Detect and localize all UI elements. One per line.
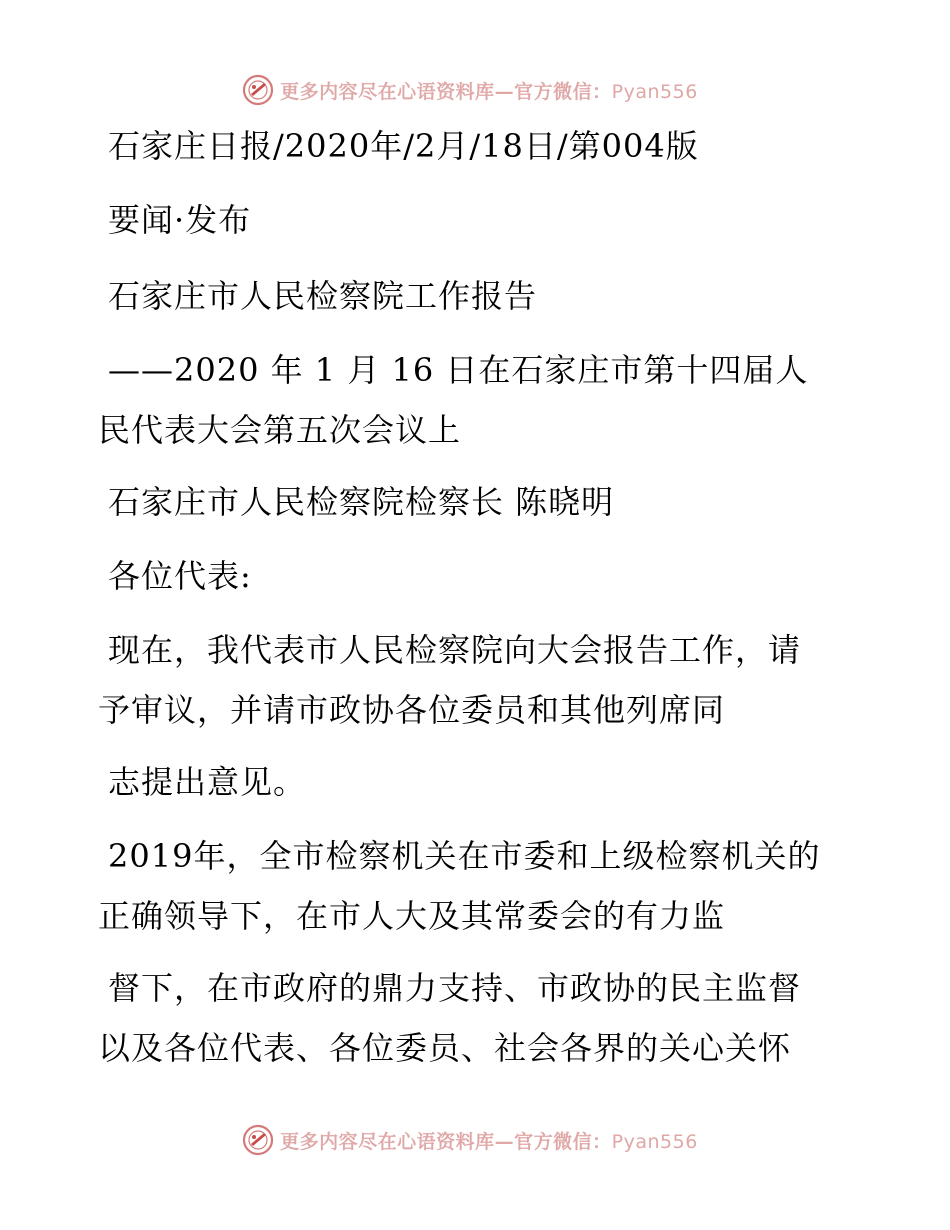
report-author: 石家庄市人民检察院检察长 陈晓明 [108,483,615,521]
watermark-label: 更多内容尽在心语资料库—官方微信： [280,80,612,103]
watermark-group [242,1124,698,1156]
paragraph-1-line-3: 志提出意见。 [108,763,307,801]
paragraph-1-line-1: 现在，我代表市人民检察院向大会报告工作，请 [108,631,802,669]
paragraph-2-line-2: 正确领导下，在市人大及其常委会的有力监 [98,897,726,935]
report-subtitle-line-1: ——2020 年 1 月 16 日在石家庄市第十四届人 [108,351,809,389]
watermark-text [280,77,698,104]
paragraph-2-line-1: 2019年，全市检察机关在市委和上级检察机关的 [108,837,821,875]
watermark-id: Pyan556 [611,80,698,103]
header-watermark [0,70,950,110]
report-title: 石家庄市人民检察院工作报告 [108,277,538,315]
seal-logo-icon [242,74,274,106]
paragraph-2-line-3: 督下，在市政府的鼎力支持、市政协的民主监督 [108,969,802,1007]
paragraph-2-line-4: 以及各位代表、各位委员、社会各界的关心关怀 [98,1029,792,1067]
watermark-id: Pyan556 [611,1130,698,1153]
watermark-text [280,1127,698,1154]
seal-logo-icon [242,1124,274,1156]
publication-line: 石家庄日报/2020年/2月/18日/第004版 [108,127,699,165]
report-subtitle-line-2: 民代表大会第五次会议上 [98,411,462,449]
salutation: 各位代表: [108,557,252,595]
watermark-group [242,74,698,106]
section-heading: 要闻·发布 [108,201,252,239]
footer-watermark [0,1120,950,1160]
paragraph-1-line-2: 予审议，并请市政协各位委员和其他列席同 [98,691,726,729]
watermark-label: 更多内容尽在心语资料库—官方微信： [280,1130,612,1153]
